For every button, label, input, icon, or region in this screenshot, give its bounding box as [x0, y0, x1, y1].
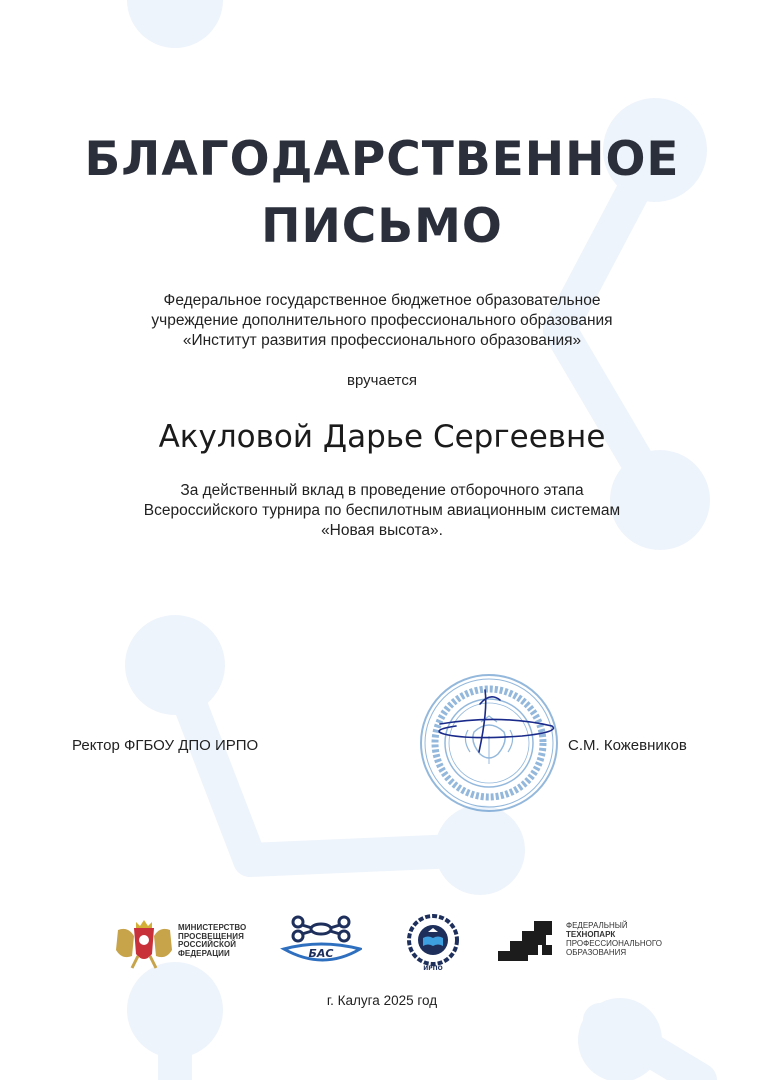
coat-of-arms-icon	[112, 916, 176, 974]
organization-line-3: «Институт развития профессионального образования»	[182, 332, 582, 349]
reason-line-3: «Новая высота».	[321, 522, 443, 539]
ministry-line-3: РОССИЙСКОЙ	[178, 940, 237, 950]
ministry-line-2: ПРОСВЕЩЕНИЯ	[178, 931, 244, 941]
technopark-line-4: ОБРАЗОВАНИЯ	[566, 948, 627, 957]
signatory-name: С.М. Кожевников	[568, 737, 687, 754]
irpo-label: ИРПО	[423, 965, 443, 972]
technopark-line-2: ТЕХНОПАРК	[566, 930, 616, 939]
irpo-logo	[402, 912, 464, 972]
technopark-icon	[496, 917, 560, 965]
organization-line-1: Федеральное государственное бюджетное образовательное	[163, 292, 601, 309]
signature	[420, 682, 560, 772]
bas-logo	[280, 915, 362, 967]
technopark-line-1: ФЕДЕРАЛЬНЫЙ	[566, 921, 628, 930]
reason-line-1: За действенный вклад в проведение отборочного этапа	[180, 482, 584, 499]
title-line-1: БЛАГОДАРСТВЕННОЕ	[84, 132, 680, 187]
recipient-name: Акуловой Дарье Сергеевне	[158, 419, 606, 455]
technopark-logo	[496, 917, 686, 965]
technopark-line-3: ПРОФЕССИОНАЛЬНОГО	[566, 939, 662, 948]
organization-line-2: учреждение дополнительного профессионального образования	[151, 312, 613, 329]
technopark-text	[566, 921, 662, 957]
footer-place-year: г. Калуга 2025 год	[326, 993, 438, 1008]
organization-name	[0, 291, 764, 351]
ministry-line-4: ФЕДЕРАЦИИ	[178, 948, 230, 958]
ministry-logo	[112, 916, 262, 974]
reason-line-2: Всероссийского турнира по беспилотным авиационным системам	[143, 502, 621, 519]
ministry-line-1: МИНИСТЕРСТВО	[178, 923, 247, 932]
bas-label: БАС	[308, 947, 334, 960]
signatory-position: Ректор ФГБОУ ДПО ИРПО	[72, 737, 259, 754]
award-reason	[0, 481, 764, 541]
ministry-text	[178, 924, 246, 958]
title-line-2: ПИСЬМО	[261, 199, 503, 254]
awarded-label: вручается	[347, 372, 417, 389]
